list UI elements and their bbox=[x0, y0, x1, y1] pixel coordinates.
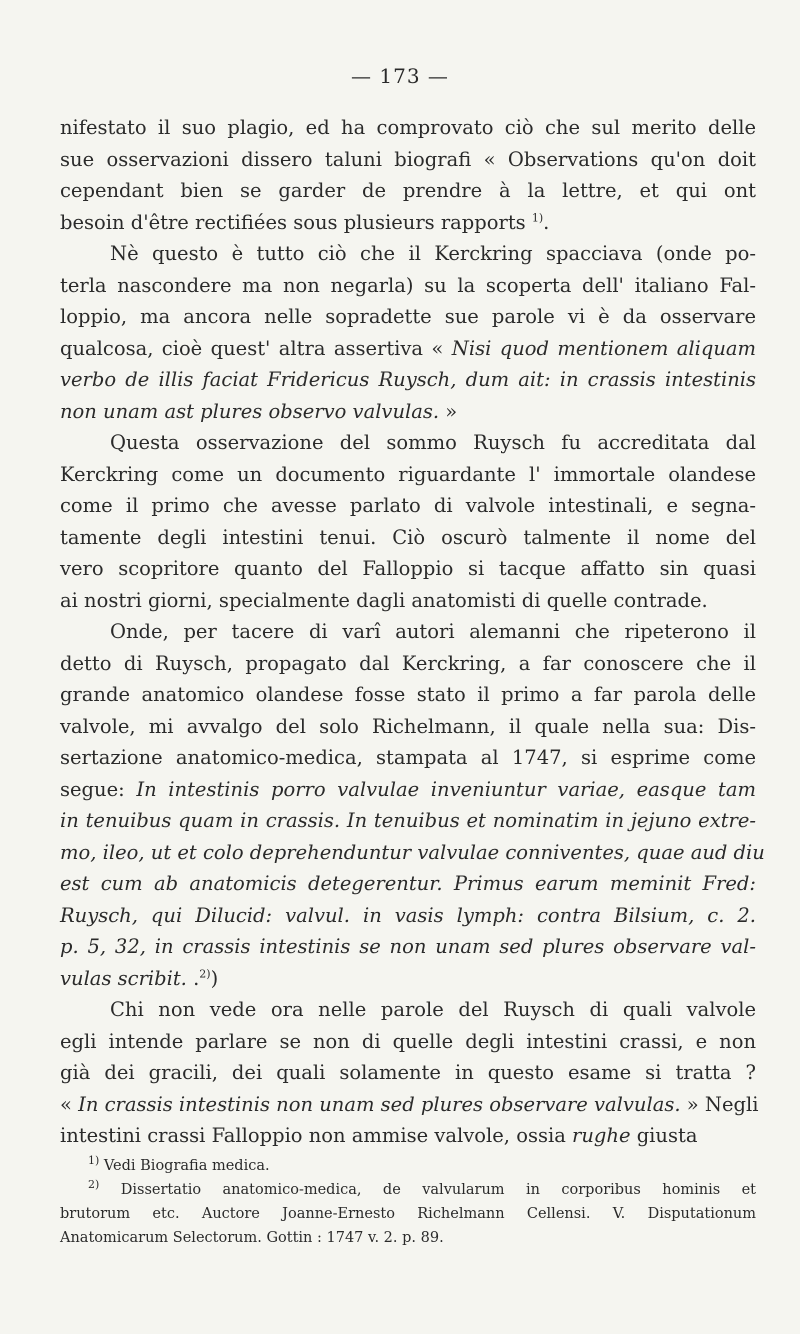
text-line: segue: In intestinis porro valvulae inveniuntur variae, easque tam bbox=[60, 777, 757, 801]
text-line: terla nascondere ma non negarla) su la scoperta dell' italiano Fal- bbox=[60, 273, 756, 297]
text-line: besoin d'être rectifiées sous plusieurs rapports $^{1)}$. bbox=[60, 210, 550, 234]
footnote-1: $^{1)}$ Vedi Biografia medica. bbox=[88, 1154, 270, 1174]
italic-word: rughe bbox=[572, 1124, 631, 1147]
text-line: qualcosa, cioè quest' altra assertiva « Nisi quod mentionem aliquam bbox=[60, 336, 757, 360]
text-line: Nè questo è tutto ciò che il Kerckring spacciava (onde po- bbox=[110, 242, 756, 265]
text-line: Chi non vede ora nelle parole del Ruysch di quali valvole bbox=[110, 998, 756, 1021]
footnote-ref[interactable]: 1) bbox=[531, 211, 544, 224]
text-line: grande anatomico olandese fosse stato il primo a far parola delle bbox=[60, 683, 756, 706]
footnote-mark: 2) bbox=[88, 1178, 100, 1192]
footnote-mark: 1) bbox=[88, 1154, 100, 1168]
latin-quote: In intestinis porro valvulae inveniuntur variae, easque tam bbox=[136, 777, 757, 801]
text-line: non unam ast plures observo valvulas. » bbox=[60, 399, 458, 423]
text-line: sue osservazioni dissero taluni biografi « Observations qu'on doit bbox=[60, 147, 756, 171]
latin-quote: p. 5, 32, in crassis intestinis se non unam sed plures observare val- bbox=[60, 935, 756, 958]
footnote-2: $^{2)}$ Dissertatio anatomico-medica, de valvularum in corporibus hominis et bbox=[88, 1178, 756, 1198]
latin-quote: mo, ileo, ut et colo deprehenduntur valvulae conniventes, quae aud diu bbox=[60, 840, 765, 864]
text-line: egli intende parlare se non di quelle degli intestini crassi, e non bbox=[60, 1029, 756, 1053]
text-line: loppio, ma ancora nelle sopradette sue parole vi è da osservare bbox=[60, 305, 756, 328]
text-line: detto di Ruysch, propagato dal Kerckring, a far conoscere che il bbox=[60, 651, 756, 675]
latin-quote: est cum ab anatomicis detegerentur. Primus earum meminit Fred: bbox=[60, 872, 756, 895]
text-line: vulas scribit. .$^{2)}$) bbox=[60, 966, 219, 990]
text-line: nifestato il suo plagio, ed ha comprovato ciò che sul merito delle bbox=[60, 116, 756, 139]
latin-quote: In crassis intestinis non unam sed plures observare valvulas. bbox=[78, 1092, 681, 1116]
latin-quote: Nisi quod mentionem aliquam bbox=[451, 336, 757, 360]
text-line: come il primo che avesse parlato di valvole intestinali, e segna- bbox=[60, 494, 756, 517]
text-line: Questa osservazione del sommo Ruysch fu accreditata dal bbox=[110, 431, 756, 454]
text-line: cependant bien se garder de prendre à la lettre, et qui ont bbox=[60, 179, 756, 202]
latin-quote: verbo de illis faciat Fridericus Ruysch, dum ait: in crassis intestinis bbox=[60, 368, 756, 391]
footnote-line: brutorum etc. Auctore Joanne-Ernesto Richelmann Cellensi. V. Disputationum bbox=[60, 1206, 756, 1222]
text-line: sertazione anatomico-medica, stampata al 1747, si esprime come bbox=[60, 746, 756, 769]
footnotes bbox=[60, 1154, 756, 1250]
latin-quote: Ruysch, qui Dilucid: valvul. in vasis lymph: contra Bilsium, c. 2. bbox=[60, 903, 756, 927]
footnote-line: Anatomicarum Selectorum. Gottin : 1747 v. 2. p. 89. bbox=[60, 1230, 444, 1246]
latin-quote: in tenuibus quam in crassis. In tenuibus et nominatim in jejuno extre- bbox=[60, 809, 756, 832]
text-line: intestini crassi Falloppio non ammise valvole, ossia rughe giusta bbox=[60, 1124, 698, 1147]
text-line: valvole, mi avvalgo del solo Richelmann, il quale nella sua: Dis- bbox=[60, 714, 756, 738]
text-line: già dei gracili, dei quali solamente in questo esame si tratta ? bbox=[60, 1061, 756, 1084]
latin-quote: vulas scribit. bbox=[60, 966, 187, 990]
page-number: — 173 — bbox=[351, 64, 449, 88]
text-line: ai nostri giorni, specialmente dagli anatomisti di quelle contrade. bbox=[60, 588, 708, 612]
text-line: Kerckring come un documento riguardante l' immortale olandese bbox=[60, 462, 756, 486]
text-line: tamente degli intestini tenui. Ciò oscurò talmente il nome del bbox=[60, 525, 756, 549]
main-text bbox=[60, 112, 765, 1152]
text-line: « In crassis intestinis non unam sed plures observare valvulas. » Negli bbox=[60, 1092, 759, 1116]
latin-quote: non unam ast plures observo valvulas. bbox=[60, 399, 440, 423]
text-line: Onde, per tacere di varî autori alemanni che ripeterono il bbox=[110, 620, 756, 643]
footnote-ref[interactable]: 2) bbox=[199, 967, 211, 980]
text-line: vero scopritore quanto del Falloppio si tacque affatto sin quasi bbox=[60, 557, 756, 580]
